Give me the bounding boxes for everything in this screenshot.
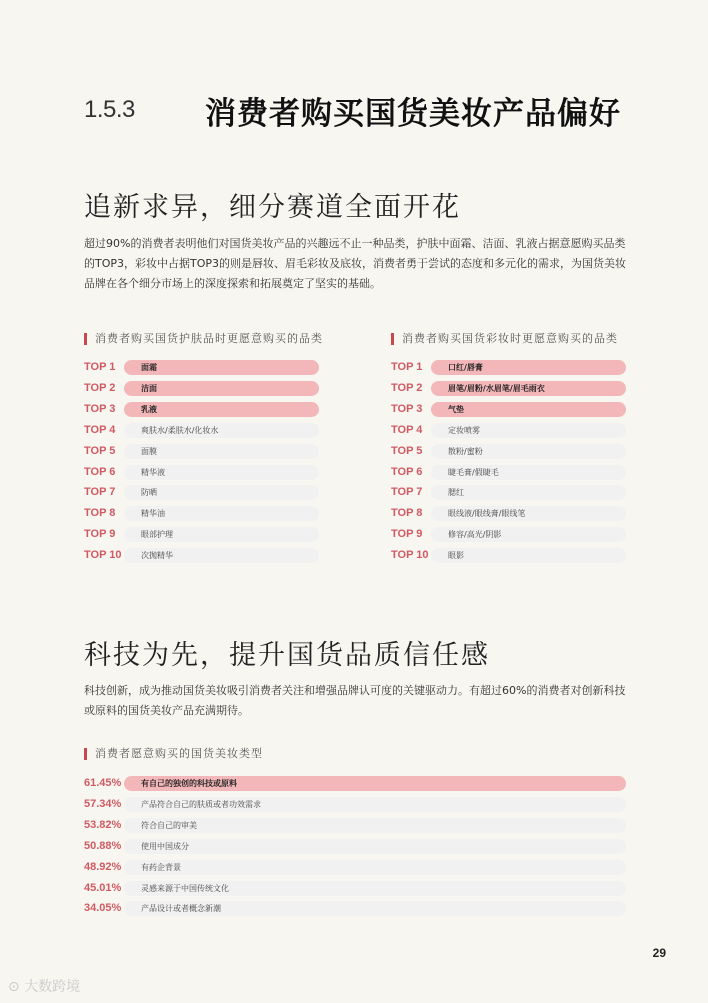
rank-row [84,504,319,525]
rank-item-text: 眉笔/眉粉/水眉笔/眉毛雨衣 [448,383,545,393]
rank-row [391,358,626,379]
rank-row [84,421,319,442]
page-number: 29 [652,946,666,960]
rank-label: TOP 10 [84,549,122,562]
rank-label: 61.45% [84,777,122,789]
rank-label: TOP 8 [391,507,423,520]
rank-label: TOP 9 [391,528,423,541]
rank-item-text: 精华油 [141,509,165,519]
rank-item-text: 眼部护理 [141,530,173,540]
beauty-type-chart-title: 消费者愿意购买的国货美妆类型 [84,748,263,760]
section-number: 1.5.3 [84,96,135,123]
rank-label: 53.82% [84,818,122,831]
rank-label: 45.01% [84,881,122,894]
rank-row [84,379,319,400]
rank-row [84,879,626,900]
rank-label: TOP 1 [84,361,116,373]
rank-row [391,525,626,546]
rank-item-text: 产品设计或者概念新潮 [141,904,221,914]
rank-label: TOP 3 [391,402,423,415]
rank-row [84,463,319,484]
rank-label: TOP 4 [84,423,116,436]
rank-item-text: 乳液 [141,404,157,414]
rank-label: TOP 1 [391,361,423,373]
section1-paragraph: 超过90%的消费者表明他们对国货美妆产品的兴趣远不止一种品类，护肤中面霜、洁面、乳液占据意愿购买品类的TOP3，彩妆中占据TOP3的则是唇妆、眉毛彩妆及底妆，消费者勇于尝试的态度和多元化的需求，为国货美妆品牌在各个细分市场上的深度探索和拓展奠定了坚实的基础。 [84,237,627,290]
rank-row [391,546,626,567]
rank-row [84,358,319,379]
beauty-type-bar-list [84,774,626,924]
makeup-chart-title: 消费者购买国货彩妆时更愿意购买的品类 [391,333,618,345]
rank-item-text: 口红/唇膏 [448,363,483,372]
makeup-rank-list [391,358,626,570]
rank-item-text: 眼影 [448,551,464,561]
rank-label: TOP 8 [84,507,116,520]
rank-item-text: 气垫 [448,404,464,414]
rank-label: TOP 2 [84,381,116,394]
section2-paragraph: 科技创新，成为推动国货美妆吸引消费者关注和增强品牌认可度的关键驱动力。有超过60%的消费者对创新科技或原料的国货美妆产品充满期待。 [84,684,626,717]
rank-label: TOP 6 [391,465,423,478]
rank-bar [124,818,626,833]
rank-row [391,421,626,442]
rank-row [84,837,626,858]
rank-label: TOP 7 [84,486,116,499]
rank-item-text: 精华液 [141,467,165,477]
rank-row [84,816,626,837]
rank-item-text: 修容/高光/阴影 [448,530,502,540]
watermark-text: 大数跨境 [24,979,81,995]
skincare-rank-list [84,358,319,570]
rank-row [391,442,626,463]
rank-row [84,546,319,567]
rank-item-text: 产品符合自己的肤质或者功效需求 [141,799,261,809]
rank-row [391,379,626,400]
page-title: 消费者购买国货美妆产品偏好 [205,96,621,132]
rank-item-text: 睫毛膏/假睫毛 [448,467,499,477]
rank-row [391,463,626,484]
rank-label: TOP 5 [84,444,116,457]
rank-row [84,400,319,421]
rank-item-text: 洁面 [141,383,157,393]
rank-item-text: 防晒 [141,488,157,498]
watermark-logo-icon: ⊙ [8,979,25,995]
rank-item-text: 次抛精华 [141,551,173,561]
rank-row [84,858,626,879]
rank-label: TOP 4 [391,423,423,436]
rank-label: TOP 9 [84,528,116,541]
skincare-chart-title: 消费者购买国货护肤品时更愿意购买的品类 [84,333,323,345]
section1-heading: 追新求异，细分赛道全面开花 [84,192,461,223]
rank-label: TOP 5 [391,444,423,457]
rank-row [84,525,319,546]
rank-row [391,504,626,525]
rank-item-text: 面霜 [141,363,157,372]
rank-row [84,899,626,920]
rank-label: TOP 10 [391,549,429,562]
rank-item-text: 面膜 [141,446,157,456]
rank-item-text: 符合自己的审美 [141,820,197,830]
rank-item-text: 爽肤水/柔肤水/化妆水 [141,425,219,435]
rank-item-text: 有自己的独创的科技或原料 [141,779,237,788]
rank-label: TOP 7 [391,486,423,499]
rank-label: 57.34% [84,797,122,810]
rank-label: 34.05% [84,902,122,915]
rank-row [84,442,319,463]
rank-item-text: 眼线液/眼线膏/眼线笔 [448,509,526,519]
watermark [8,976,80,996]
rank-row [391,400,626,421]
section2-heading: 科技为先，提升国货品质信任感 [84,640,490,671]
rank-row [84,774,626,795]
rank-label: 50.88% [84,839,122,852]
rank-label: 48.92% [84,860,122,873]
rank-label: TOP 6 [84,465,116,478]
rank-row [84,483,319,504]
rank-row [84,795,626,816]
rank-item-text: 散粉/蜜粉 [448,446,483,456]
rank-bar [124,860,626,875]
rank-item-text: 灵感来源于中国传统文化 [141,883,229,893]
rank-row [391,483,626,504]
rank-item-text: 腮红 [448,488,464,498]
rank-item-text: 有药企背景 [141,862,181,872]
rank-label: TOP 3 [84,402,116,415]
rank-label: TOP 2 [391,381,423,394]
rank-bar [124,839,626,854]
rank-item-text: 定妆喷雾 [448,425,480,435]
rank-item-text: 使用中国成分 [141,841,189,851]
